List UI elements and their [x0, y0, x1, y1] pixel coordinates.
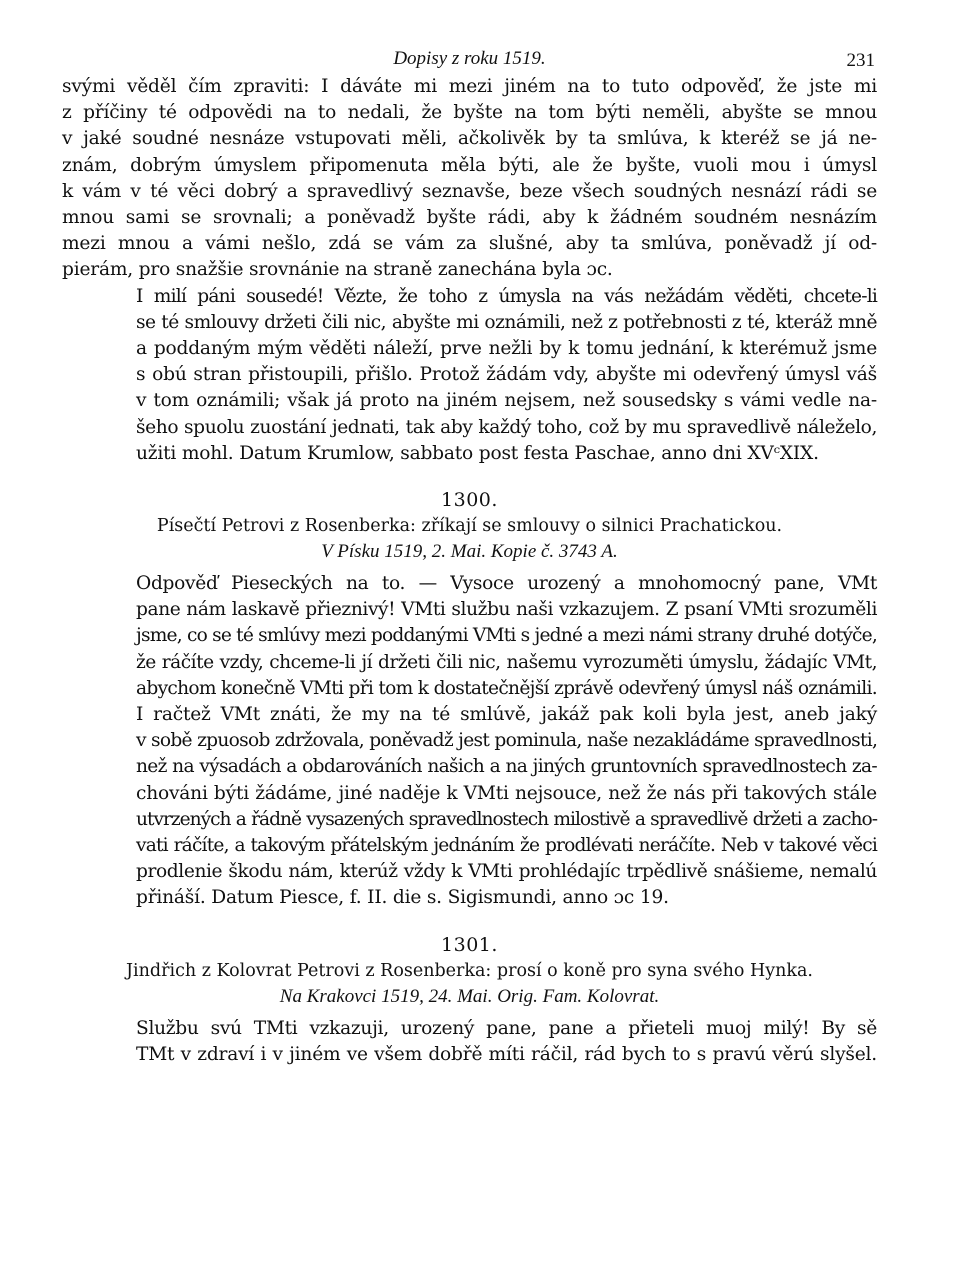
text-line: k vám v té věci dobrý a spravedlivý seznavše, beze všech soudných nesnází rádi se [62, 180, 877, 202]
text-line: mezi mnou a vámi nešlo, zdá se vám za slušné, aby ta smlúva, poněvadž jí od- [62, 233, 877, 255]
page-number: 231 [846, 50, 875, 71]
letter-source: V Písku 1519, 2. Mai. Kopie č. 3743 A. [321, 541, 618, 563]
text-line: užiti mohl. Datum Krumlow, sabbato post festa Paschae, anno dni XVᶜXIX. [136, 442, 819, 464]
text-line: než na výsadách a obdarováních našich a na jiných gruntovních spravedlnostech za- [136, 756, 877, 778]
text-line: abychom konečně VMti při tom k dostatečnější zprávě odevřený úmysl náš oznámili. [136, 677, 877, 699]
text-line: jsme, co se té smlúvy mezi poddanými VMti s jedné a mezi námi strany druhé dotýče, [136, 625, 877, 647]
text-line: a poddaným mým věděti náleží, prve nežli by k tomu jednání, k kterémuž jsme [136, 338, 877, 360]
letter-heading: Jindřich z Kolovrat Petrovi z Rosenberka: prosí o koně pro syna svého Hynka. [126, 960, 813, 981]
text-line: z příčiny té odpovědi na to nedali, že byšte na tom býti neměli, abyšte se mnou [62, 102, 877, 124]
letter-number: 1300. [441, 489, 498, 512]
text-line: v sobě zpuosob zdržovala, poněvadž jest pominula, naše nezakládáme spravedlnosti, [136, 730, 878, 752]
text-line: I račtež VMt znáti, že my na té smlúvě, jakáž pak koli byla jest, aneb jaký [136, 704, 877, 726]
text-line: přináší. Datum Piesce, f. II. die s. Sigismundi, anno ɔc 19. [136, 887, 669, 909]
running-title: Dopisy z roku 1519. [393, 48, 546, 69]
closing-paragraph [62, 284, 877, 467]
text-line: v tom oznámili; však já proto na jiném nejsem, než sousedsky s vámi vedle na- [136, 390, 877, 412]
text-line: mnou sami se srovnali; a poněvadž byšte rádi, aby k žádném soudném nesnázím [62, 207, 877, 229]
text-line: Službu svú TMti vzkazuji, urozený pane, pane a přieteli muoj milý! By sě [136, 1017, 877, 1039]
text-line: vati ráčíte, a takovým přátelským jednáním že prodlévati neráčíte. Neb v takové věci [136, 835, 877, 857]
letter-heading: Písečtí Petrovi z Rosenberka: zříkají se smlouvy o silnici Prachatickou. [156, 516, 783, 537]
book-page [62, 38, 877, 1068]
text-line: svými věděl čím zpraviti: I dáváte mi mezi jiném na to tuto odpověď, že jste mi [62, 76, 877, 97]
text-line: TMt v zdraví i v jiném ve všem dobřě míti ráčil, rád bych to s pravú věrú slyšel. [136, 1043, 877, 1065]
letter-number: 1301. [441, 933, 498, 956]
text-line: prodlenie škodu nám, kterúž vždy k VMti prohlédajíc trpědlivě snášieme, nemalú [136, 861, 877, 883]
letter-body [62, 1016, 877, 1068]
text-line: I milí páni sousedé! Vězte, že toho z úmysla na vás nežádám věděti, chcete-li [136, 285, 877, 307]
text-line: se té smlouvy držeti čili nic, abyšte mi oznámili, než z potřebnosti z té, kteráž mně [136, 311, 877, 333]
text-line: pierám, pro snažšie srovnánie na straně zanechána byla ɔc. [62, 259, 613, 281]
text-line: znám, dobrým úmyslem připomenuta měla býti, ale že byšte, vuoli mou i úmysl [62, 154, 877, 176]
continuation-paragraph [62, 74, 877, 284]
running-head [62, 38, 877, 74]
text-line: šeho spuolu zuostání jednati, tak aby každý toho, což by mu spravedlivě náleželo, [136, 416, 877, 438]
letter-source: Na Krakovci 1519, 24. Mai. Orig. Fam. Kolovrat. [279, 985, 660, 1007]
letter-body [62, 571, 877, 912]
text-line: utvrzených a řádně vysazených spravedlnostech milostivě a spravedlivě držeti a zacho- [136, 808, 877, 830]
text-line: chováni býti žádáme, jiné naděje k VMti nejsouce, než že nás při takových stále [136, 782, 877, 804]
text-line: Odpověď Pieseckých na to. — Vysoce urozený a mnohomocný pane, VMt [136, 573, 877, 595]
text-line: pane nám laskavě přieznivý! VMti službu naši vzkazujem. Z psaní VMti srozuměli [136, 599, 877, 621]
text-line: v jaké soudné nesnáze vstupovati měli, ačkolivěk by ta smlúva, k kteréž se já ne- [62, 128, 877, 150]
text-line: s obú stran přistoupili, přišlo. Protož žádám vdy, abyšte mi odevřený úmysl váš [136, 364, 877, 386]
text-line: že ráčíte vzdy, chceme-li jí držeti čili nic, našemu vyrozuměti úmyslu, žádajíc VMt, [136, 651, 877, 673]
